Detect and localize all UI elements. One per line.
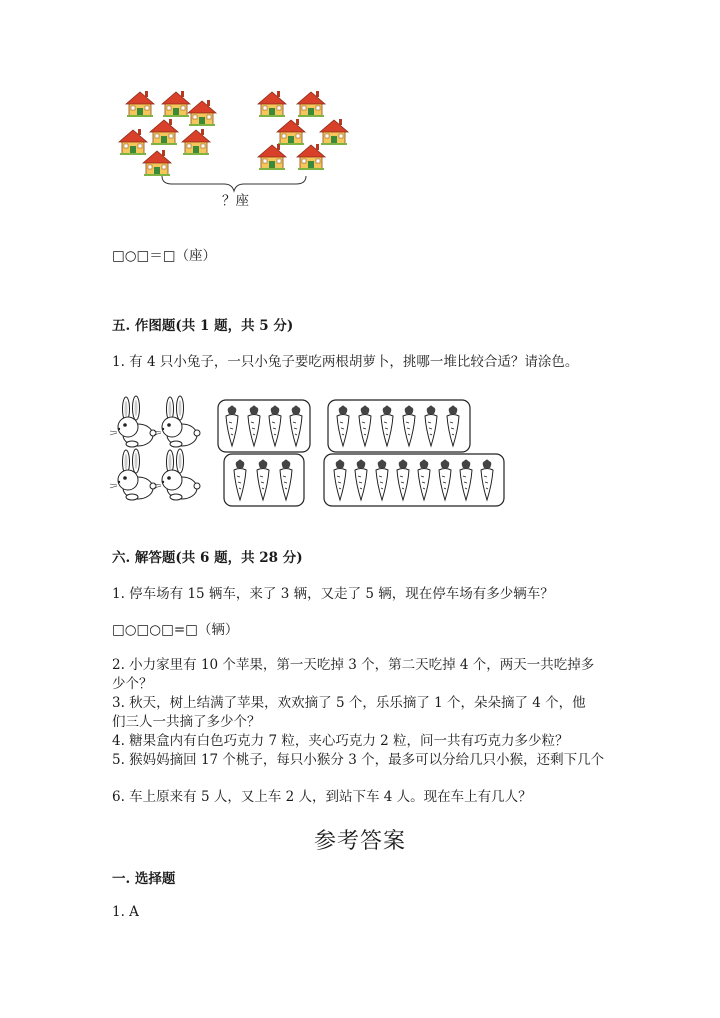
- section6-question-1-equation: □○□○□=□（辆）: [112, 622, 239, 638]
- rabbit-icon: [154, 396, 200, 447]
- carrot-icon: [269, 406, 281, 447]
- section6-question-4: 4. 糖果盒内有白色巧克力 7 粒，夹心巧克力 2 粒，问一共有巧克力多少粒？: [112, 733, 569, 749]
- section6-question-5: 5. 猴妈妈摘回 17 个桃子，每只小猴分 3 个，最多可以分给几只小猴，还剩下几个: [112, 752, 605, 768]
- carrot-icon: [425, 406, 437, 447]
- house-icon: [297, 91, 325, 117]
- house-icon: [119, 129, 147, 155]
- section5-question-1: 1. 有 4 只小兔子，一只小兔子要吃两根胡萝卜，挑哪一堆比较合适？请涂色。: [112, 354, 579, 370]
- house-icon: [150, 119, 178, 145]
- carrot-icon: [248, 406, 260, 447]
- answers-section1-heading: 一. 选择题: [112, 871, 176, 887]
- carrot-pile-d[interactable]: [324, 454, 504, 506]
- rabbit-icon: [110, 396, 156, 447]
- houses-figure: [0, 0, 720, 220]
- section6-question-3-line1: 3. 秋天，树上结满了苹果，欢欢摘了 5 个，乐乐摘了 1 个，朵朵摘了 4 个，他: [112, 695, 586, 711]
- carrot-icon: [381, 406, 393, 447]
- house-icon: [126, 91, 154, 117]
- section6-question-1: 1. 停车场有 15 辆车，来了 3 辆，又走了 5 辆，现在停车场有多少辆车？: [112, 586, 554, 602]
- section6-question-6: 6. 车上原来有 5 人，又上车 2 人，到站下车 4 人。现在车上有几人？: [112, 789, 532, 805]
- house-icon: [277, 119, 305, 145]
- house-icon: [143, 150, 171, 176]
- houses-equation: □○□＝□（座）: [112, 248, 217, 264]
- house-icon: [182, 129, 210, 155]
- house-icon: [297, 144, 325, 170]
- carrot-icon: [460, 460, 472, 501]
- carrot-icon: [337, 406, 349, 447]
- house-icon: [320, 119, 348, 145]
- section6-question-2-line2: 少个？: [112, 676, 153, 692]
- house-icon: [162, 91, 190, 117]
- carrot-icon: [397, 460, 409, 501]
- carrot-icon: [359, 406, 371, 447]
- carrot-icon: [439, 460, 451, 501]
- carrot-icon: [334, 460, 346, 501]
- carrot-icon: [447, 406, 459, 447]
- house-icon: [258, 91, 286, 117]
- carrot-icon: [355, 460, 367, 501]
- carrot-icon: [481, 460, 493, 501]
- carrot-icon: [403, 406, 415, 447]
- houses-label: ？座: [222, 193, 249, 209]
- rabbits-carrots-figure: [0, 392, 720, 532]
- carrot-icon: [418, 460, 430, 501]
- carrot-icon: [376, 460, 388, 501]
- answers-title: 参考答案: [313, 829, 406, 854]
- house-icon: [258, 144, 286, 170]
- answers-item-1: 1. A: [112, 904, 139, 920]
- house-icon: [188, 100, 216, 126]
- rabbit-icon: [154, 449, 200, 500]
- section5-heading: 五. 作图题(共 1 题，共 5 分): [112, 318, 294, 334]
- rabbit-icon: [110, 449, 156, 500]
- carrot-icon: [257, 460, 269, 501]
- carrot-icon: [234, 460, 246, 501]
- section6-question-2-line1: 2. 小力家里有 10 个苹果，第一天吃掉 3 个，第二天吃掉 4 个，两天一共吃掉多: [112, 657, 595, 673]
- brace: [162, 176, 306, 191]
- carrot-icon: [290, 406, 302, 447]
- carrot-icon: [280, 460, 292, 501]
- carrot-icon: [226, 406, 238, 447]
- section6-heading: 六. 解答题(共 6 题，共 28 分): [112, 550, 303, 566]
- section6-question-3-line2: 们三人一共摘了多少个？: [112, 714, 261, 730]
